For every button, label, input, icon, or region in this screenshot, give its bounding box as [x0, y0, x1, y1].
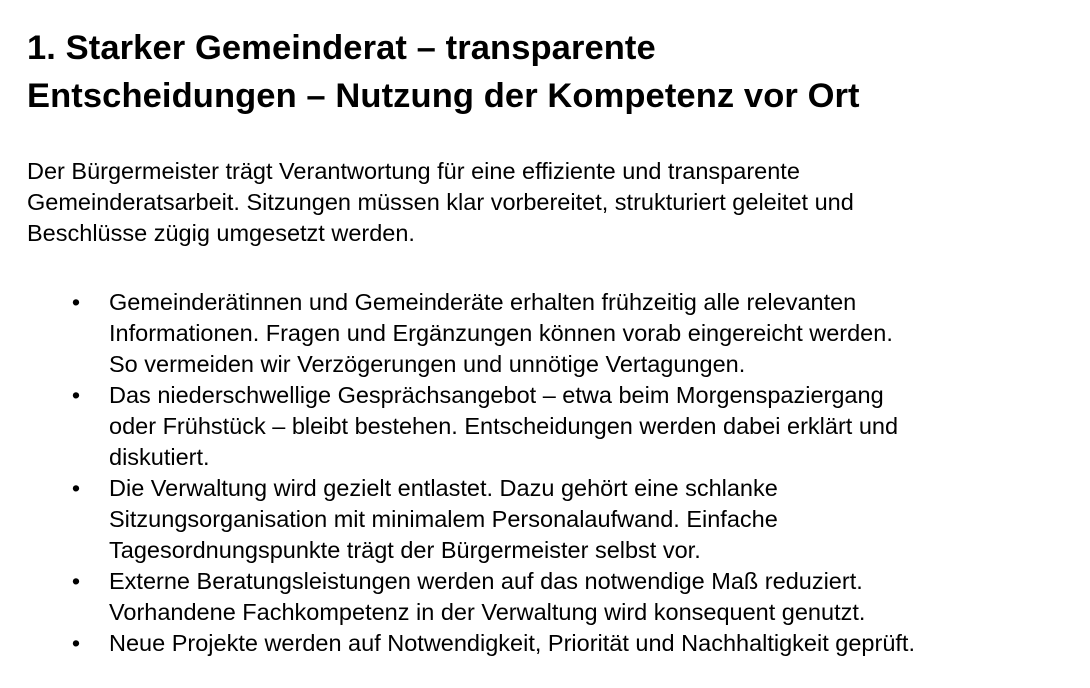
document-page	[27, 24, 1077, 659]
list-item	[27, 287, 1077, 380]
heading-line: 1. Starker Gemeinderat – transparente	[27, 29, 656, 67]
list-item-line: Vorhandene Fachkompetenz in der Verwaltung wird konsequent genutzt.	[109, 599, 866, 625]
bullet-icon: •	[71, 568, 81, 594]
intro-line: Der Bürgermeister trägt Verantwortung für eine effiziente und transparente	[27, 158, 800, 184]
list-item-line: Die Verwaltung wird gezielt entlastet. Dazu gehört eine schlanke	[109, 475, 778, 501]
list-item-line: Tagesordnungspunkte trägt der Bürgermeister selbst vor.	[109, 537, 701, 563]
list-item-line: Informationen. Fragen und Ergänzungen können vorab eingereicht werden.	[109, 320, 893, 346]
list-item	[27, 473, 1077, 566]
list-item	[27, 380, 1077, 473]
bullet-icon: •	[71, 289, 81, 315]
intro-paragraph	[27, 156, 1077, 249]
intro-line: Gemeinderatsarbeit. Sitzungen müssen klar vorbereitet, strukturiert geleitet und	[27, 189, 854, 215]
list-item	[27, 566, 1077, 628]
intro-line: Beschlüsse zügig umgesetzt werden.	[27, 220, 415, 246]
list-item-line: Sitzungsorganisation mit minimalem Personalaufwand. Einfache	[109, 506, 778, 532]
list-item-line: Externe Beratungsleistungen werden auf das notwendige Maß reduziert.	[109, 568, 863, 594]
list-item-line: diskutiert.	[109, 444, 210, 470]
bullet-list	[27, 287, 1077, 659]
list-item-line: So vermeiden wir Verzögerungen und unnötige Vertagungen.	[109, 351, 746, 377]
list-item-line: oder Frühstück – bleibt bestehen. Entscheidungen werden dabei erklärt und	[109, 413, 899, 439]
list-item-line: Gemeinderätinnen und Gemeinderäte erhalten frühzeitig alle relevanten	[109, 289, 857, 315]
section-heading	[27, 24, 1077, 120]
list-item-line: Neue Projekte werden auf Notwendigkeit, Priorität und Nachhaltigkeit geprüft.	[109, 630, 915, 656]
bullet-icon: •	[71, 630, 81, 656]
bullet-icon: •	[71, 382, 81, 408]
list-item	[27, 628, 1077, 659]
heading-line: Entscheidungen – Nutzung der Kompetenz vor Ort	[27, 77, 860, 115]
bullet-icon: •	[71, 475, 81, 501]
list-item-line: Das niederschwellige Gesprächsangebot – etwa beim Morgenspaziergang	[109, 382, 884, 408]
